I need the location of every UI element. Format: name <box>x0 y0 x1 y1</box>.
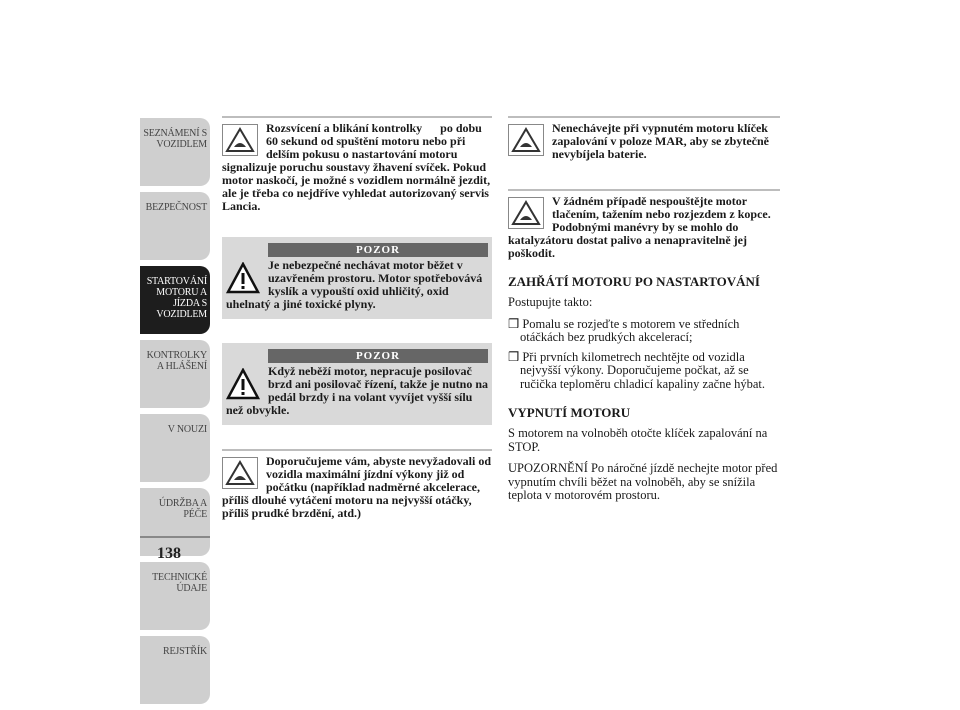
list-item: ❒ Pomalu se rozjeďte s motorem ve středních otáčkách bez prudkých akcelerací; <box>508 316 740 344</box>
note-glow-plug <box>222 116 492 213</box>
warning-title: POZOR <box>268 243 488 257</box>
warning-triangle-icon <box>226 261 260 295</box>
tab-technicke-udaje[interactable]: TECHNICKÉ ÚDAJE <box>140 562 210 630</box>
car-note-icon <box>222 124 258 156</box>
tab-udrzba[interactable]: ÚDRŽBA A PÉČE <box>140 488 210 556</box>
note-push-start <box>508 189 780 260</box>
note-push-start-text: V žádném případě nespouštějte motor tlačením, tažením nebo rozjezdem z kopce. Podobnými manévry by se mohlo do katalyzátoru dostat palivo a nenapravitelně jej poškodit. <box>508 194 771 260</box>
right-column <box>508 116 780 511</box>
tab-rejstrik[interactable]: REJSTŘÍK <box>140 636 210 704</box>
warning-brakes <box>222 343 492 425</box>
warning-title: POZOR <box>268 349 488 363</box>
warning-triangle-icon <box>226 367 260 401</box>
note-glow-plug-text: Rozsvícení a blikání kontrolky po dobu 60 sekund od spuštění motoru nebo při delším pokusu o nastartování motoru signalizuje poruchu soustavy žhavení svíček. Pokud motor naskočí, je možné s vozidlem normálně jezdit, ale je třeba co nejdříve vyhledat autorizovaný servis Lancia. <box>222 121 491 213</box>
note-driving <box>222 449 492 520</box>
page-divider <box>140 536 210 538</box>
engine-off-notice: UPOZORNĚNÍ Po náročné jízdě nechejte motor před vypnutím chvíli běžet na volnoběh, aby se snížila teplota v motorovém prostoru. <box>508 461 778 502</box>
car-note-icon <box>508 197 544 229</box>
left-column <box>222 116 492 530</box>
note-battery-text: Nenechávejte při vypnutém motoru klíček zapalování v poloze MAR, aby se zbytečně nevybíjela baterie. <box>552 121 769 161</box>
car-note-icon <box>222 457 258 489</box>
car-note-icon <box>508 124 544 156</box>
heading-engine-off: VYPNUTÍ MOTORU <box>508 405 631 420</box>
heading-warm-up: ZAHŘÁTÍ MOTORU PO NASTARTOVÁNÍ <box>508 274 760 289</box>
engine-off-text: S motorem na volnoběh otočte klíček zapalování na STOP. <box>508 426 768 454</box>
warm-up-intro: Postupujte takto: <box>508 295 593 309</box>
tab-startovani[interactable]: STARTOVÁNÍ MOTORU A JÍZDA S VOZIDLEM <box>140 266 210 334</box>
tab-kontrolky[interactable]: KONTROLKY A HLÁŠENÍ <box>140 340 210 408</box>
tab-seznameni[interactable]: SEZNÁMENÍ S VOZIDLEM <box>140 118 210 186</box>
page-number: 138 <box>157 545 181 562</box>
tab-bezpecnost[interactable]: BEZPEČNOST <box>140 192 210 260</box>
chapter-tabs <box>140 118 210 710</box>
note-battery <box>508 116 780 161</box>
warning-exhaust-text: Je nebezpečné nechávat motor běžet v uzavřeném prostoru. Motor spotřebovává kyslík a vypouští oxid uhličitý, oxid uhelnatý a jiné toxické plyny. <box>226 258 483 311</box>
warning-exhaust <box>222 237 492 319</box>
note-driving-text: Doporučujeme vám, abyste nevyžadovali od vozidla maximální jízdní výkony již od počátku (například nadměrné akcelerace, příliš dlouhé vytáčení motoru na nejvyšší otáčky, příliš prudké brzdění, atd.) <box>222 454 491 520</box>
list-item: ❒ Při prvních kilometrech nechtějte od vozidla nejvyšší výkony. Doporučujeme počkat, až se ručička teploměru chladicí kapaliny začne hýbat. <box>508 349 766 391</box>
warning-brakes-text: Když neběží motor, nepracuje posilovač brzd ani posilovač řízení, takže je nutno na pedál brzdy i na volant vyvíjet vyšší sílu než obvykle. <box>226 364 489 417</box>
tab-v-nouzi[interactable]: V NOUZI <box>140 414 210 482</box>
